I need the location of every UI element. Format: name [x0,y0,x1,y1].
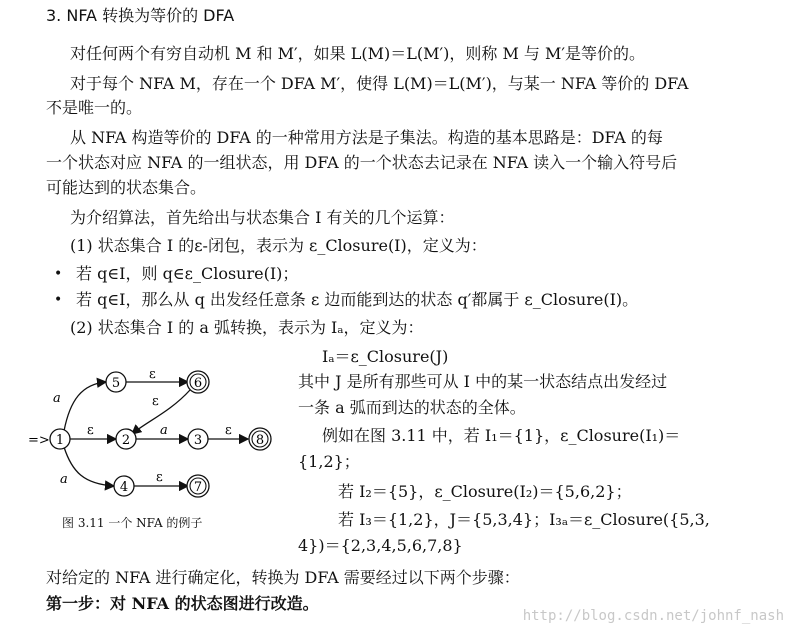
edge-4-7-label: ε [156,470,163,485]
edge-1-2-label: ε [87,423,94,438]
nfa-diagram [20,360,290,510]
description-line2: 一条 a 弧而到达的状态的全体。 [298,398,526,417]
watermark: http://blog.csdn.net/johnf_nash [522,608,784,624]
bullet-closure-rule-1: 若 q∈I，则 q∈ε_Closure(I)； [76,264,299,283]
bullet-closure-rule-2: 若 q∈I，那么从 q 出发经任意条 ε 边而能到达的状态 q′都属于 ε_Closure(I)。 [76,290,639,309]
svg-text:7: 7 [193,480,203,495]
state-6-final [187,371,209,393]
definition-arc-transition: (2) 状态集合 I 的 a 弧转换，表示为 Iₐ，定义为： [70,318,424,337]
paragraph-steps: 对给定的 NFA 进行确定化，转换为 DFA 需要经过以下两个步骤： [46,568,520,587]
paragraph-subset-line1: 从 NFA 构造等价的 DFA 的一种常用方法是子集法。构造的基本思路是：DFA 的每 [70,128,663,147]
start-marker: => [28,433,50,448]
example-line1: 例如在图 3.11 中，若 I₁＝{1}，ε_Closure(I₁)＝ [322,426,681,445]
example-line4: 若 I₃＝{1,2}，J＝{5,3,4}；I₃ₐ＝ε_Closure({5,3, [338,510,710,529]
svg-text:4: 4 [119,480,129,495]
definition-closure: (1) 状态集合 I 的ε-闭包，表示为 ε_Closure(I)，定义为： [70,236,487,255]
formula-ia: Iₐ＝ε_Closure(J) [322,347,449,366]
paragraph-existence-line1: 对于每个 NFA M，存在一个 DFA M′，使得 L(M)＝L(M′)，与某一 NFA 等价的 DFA [70,74,689,93]
state-2 [116,429,136,449]
edge-2-3-label: a [160,423,168,438]
example-line2: {1,2}； [298,452,360,471]
paragraph-existence-line2: 不是唯一的。 [46,98,143,117]
example-line5: 4})＝{2,3,4,5,6,7,8} [298,536,463,555]
state-1 [50,429,70,449]
paragraph-equivalence: 对任何两个有穷自动机 M 和 M′，如果 L(M)＝L(M′)，则称 M 与 M′是等价的。 [70,44,646,63]
figure-caption: 图 3.11 一个 NFA 的例子 [62,516,203,530]
edge-1-5 [64,382,106,431]
state-4 [114,476,134,496]
edge-5-6-label: ε [149,367,156,382]
paragraph-subset-line3: 可能达到的状态集合。 [46,178,207,197]
svg-text:8: 8 [255,433,265,448]
edge-6-2-label: ε [152,394,159,409]
edge-3-8-label: ε [225,423,232,438]
step-one: 第一步：对 NFA 的状态图进行改造。 [46,594,319,613]
paragraph-intro: 为介绍算法，首先给出与状态集合 I 有关的几个运算： [70,208,455,227]
state-5 [106,372,126,392]
svg-text:3: 3 [193,433,203,448]
state-7-final [187,475,209,497]
svg-text:6: 6 [193,376,203,391]
bullet-dot-2: • [54,292,63,308]
state-3 [188,429,208,449]
svg-text:2: 2 [121,433,131,448]
edge-1-4 [64,447,114,486]
description-line1: 其中 J 是所有那些可从 I 中的某一状态结点出发经过 [298,372,668,391]
svg-text:1: 1 [55,433,65,448]
state-8-final [249,428,271,450]
edge-1-5-label: a [53,391,61,406]
edge-1-4-label: a [60,472,68,487]
bullet-dot-1: • [54,266,63,282]
paragraph-subset-line2: 一个状态对应 NFA 的一组状态，用 DFA 的一个状态去记录在 NFA 读入一个输入符号后 [46,153,678,172]
svg-text:5: 5 [111,376,121,391]
section-title: 3. NFA 转换为等价的 DFA [46,6,235,25]
example-line3: 若 I₂＝{5}，ε_Closure(I₂)＝{5,6,2}； [338,482,632,501]
